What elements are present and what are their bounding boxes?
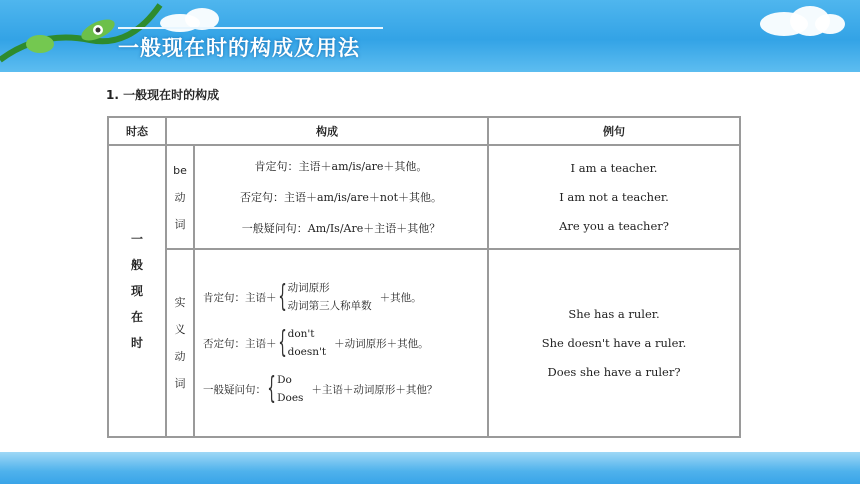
example-sentence: I am not a teacher. (559, 189, 669, 204)
header-cell: 时态 (108, 117, 166, 145)
cloud-decoration (815, 14, 845, 34)
structure-line: 一般疑问句：Am/Is/Are＋主语＋其他？ (241, 221, 441, 235)
structure-options (288, 279, 372, 315)
example-sentence: She has a ruler. (568, 306, 660, 321)
brace-icon: { (267, 371, 276, 406)
structure-line: 肯定句：主语＋am/is/are＋其他。 (254, 159, 428, 173)
table-row (108, 249, 740, 437)
action-example-cell (488, 249, 740, 437)
tense-char: 现 (130, 284, 143, 298)
structure-tail: ＋动词原形＋其他。 (334, 337, 429, 350)
header-cell: 构成 (166, 117, 488, 145)
footer-bar (0, 452, 860, 484)
structure-options (277, 371, 303, 407)
header-cell: 例句 (488, 117, 740, 145)
structure-label: 否定句：主语＋ (203, 337, 277, 350)
tense-char: 般 (130, 258, 143, 272)
structure-tail: ＋主语＋动词原形＋其他？ (311, 383, 438, 396)
affirmative-structure (203, 279, 487, 315)
label-char: 动 (174, 350, 186, 363)
be-example-cell (488, 145, 740, 249)
example-sentence: I am a teacher. (570, 160, 658, 175)
option: doesn't (287, 346, 327, 358)
example-sentence: Are you a teacher? (559, 218, 669, 233)
example-sentence: She doesn't have a ruler. (541, 335, 687, 350)
structure-label: 肯定句：主语＋ (203, 291, 277, 304)
tense-char: 时 (130, 336, 143, 350)
tense-char: 一 (130, 232, 143, 246)
title-underline (118, 27, 383, 29)
structure-line: 否定句：主语＋am/is/are＋not＋其他。 (239, 190, 443, 204)
label-char: 词 (174, 377, 186, 390)
structure-label: 一般疑问句： (203, 383, 266, 396)
negative-structure (203, 325, 487, 361)
action-verb-label (166, 249, 194, 437)
tense-cell (108, 145, 166, 437)
option: 动词原形 (287, 282, 330, 294)
option: don't (287, 328, 315, 340)
tense-char: 在 (130, 310, 143, 324)
example-sentence: Does she have a ruler? (547, 364, 681, 379)
grammar-table (107, 116, 741, 438)
option: Do (277, 374, 292, 386)
page-title: 一般现在时的构成及用法 (118, 36, 360, 60)
label-char: 实 (174, 296, 186, 309)
structure-options (288, 325, 327, 361)
action-structure-cell (194, 249, 488, 437)
table-row (108, 145, 740, 249)
question-structure (203, 371, 487, 407)
label-char: be (173, 163, 187, 177)
option: 动词第三人称单数 (287, 300, 372, 312)
structure-tail: ＋其他。 (379, 291, 422, 304)
brace-icon: { (277, 279, 287, 314)
header-banner (0, 0, 860, 72)
label-char: 动 (174, 190, 186, 204)
be-verb-label (166, 145, 194, 249)
label-char: 义 (174, 323, 186, 336)
label-char: 词 (174, 217, 186, 231)
brace-icon: { (277, 325, 287, 360)
table-header-row (108, 117, 740, 145)
option: Does (277, 392, 304, 404)
be-structure-cell (194, 145, 488, 249)
section-heading: 1. 一般现在时的构成 (106, 88, 220, 102)
